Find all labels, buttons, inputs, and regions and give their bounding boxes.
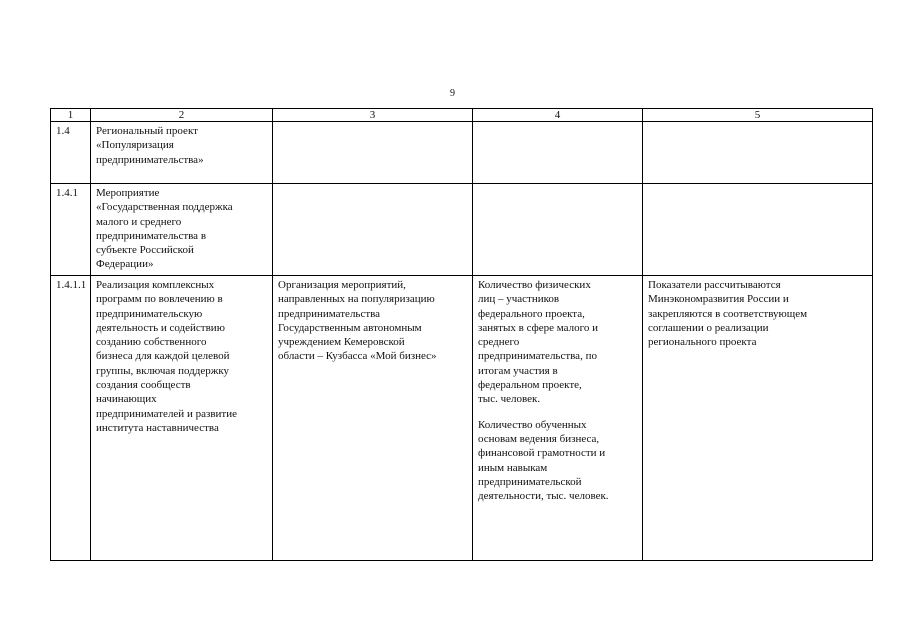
header-cell-4: 4 xyxy=(473,109,643,122)
row-col4 xyxy=(473,122,643,184)
row-col3 xyxy=(273,122,473,184)
row-col3 xyxy=(273,184,473,276)
row-col4 xyxy=(473,184,643,276)
row-number: 1.4.1.1 xyxy=(51,276,91,561)
row-col5 xyxy=(643,122,873,184)
header-cell-3: 3 xyxy=(273,109,473,122)
indicator-trained: Количество обученных основам ведения бизнеса, финансовой грамотности и иным навыкам предпринимательской деятельности, тыс. человек. xyxy=(478,418,609,503)
page-number: 9 xyxy=(450,88,455,99)
row-number: 1.4 xyxy=(51,122,91,184)
measures-table xyxy=(50,108,873,561)
row-name: Мероприятие «Государственная поддержка малого и среднего предпринимательства в субъекте Российской Федерации» xyxy=(91,184,273,276)
header-cell-1: 1 xyxy=(51,109,91,122)
table-header-row xyxy=(51,109,873,122)
header-cell-2: 2 xyxy=(91,109,273,122)
row-col4 xyxy=(473,276,643,561)
row-number: 1.4.1 xyxy=(51,184,91,276)
row-col3: Организация мероприятий, направленных на популяризацию предпринимательства Государственным автономным учреждением Кемеровской области – Кузбасса «Мой бизнес» xyxy=(273,276,473,561)
row-name: Реализация комплексных программ по вовлечению в предпринимательскую деятельность и содействию созданию собственного бизнеса для каждой целевой группы, включая поддержку создания сообществ начинающих предпринимателей и развитие института наставничества xyxy=(91,276,273,561)
row-col5 xyxy=(643,184,873,276)
header-cell-5: 5 xyxy=(643,109,873,122)
table-row-1-4 xyxy=(51,122,873,184)
table-row-1-4-1 xyxy=(51,184,873,276)
indicator-participants: Количество физических лиц – участников федерального проекта, занятых в сфере малого и среднего предпринимательства, по итогам участия в федеральном проекте, тыс. человек. xyxy=(478,279,598,406)
table-row-1-4-1-1 xyxy=(51,276,873,561)
row-name: Региональный проект «Популяризация предпринимательства» xyxy=(91,122,273,184)
row-col5: Показатели рассчитываются Минэкономразвития России и закрепляются в соответствующем соглашении о реализации регионального проекта xyxy=(643,276,873,561)
